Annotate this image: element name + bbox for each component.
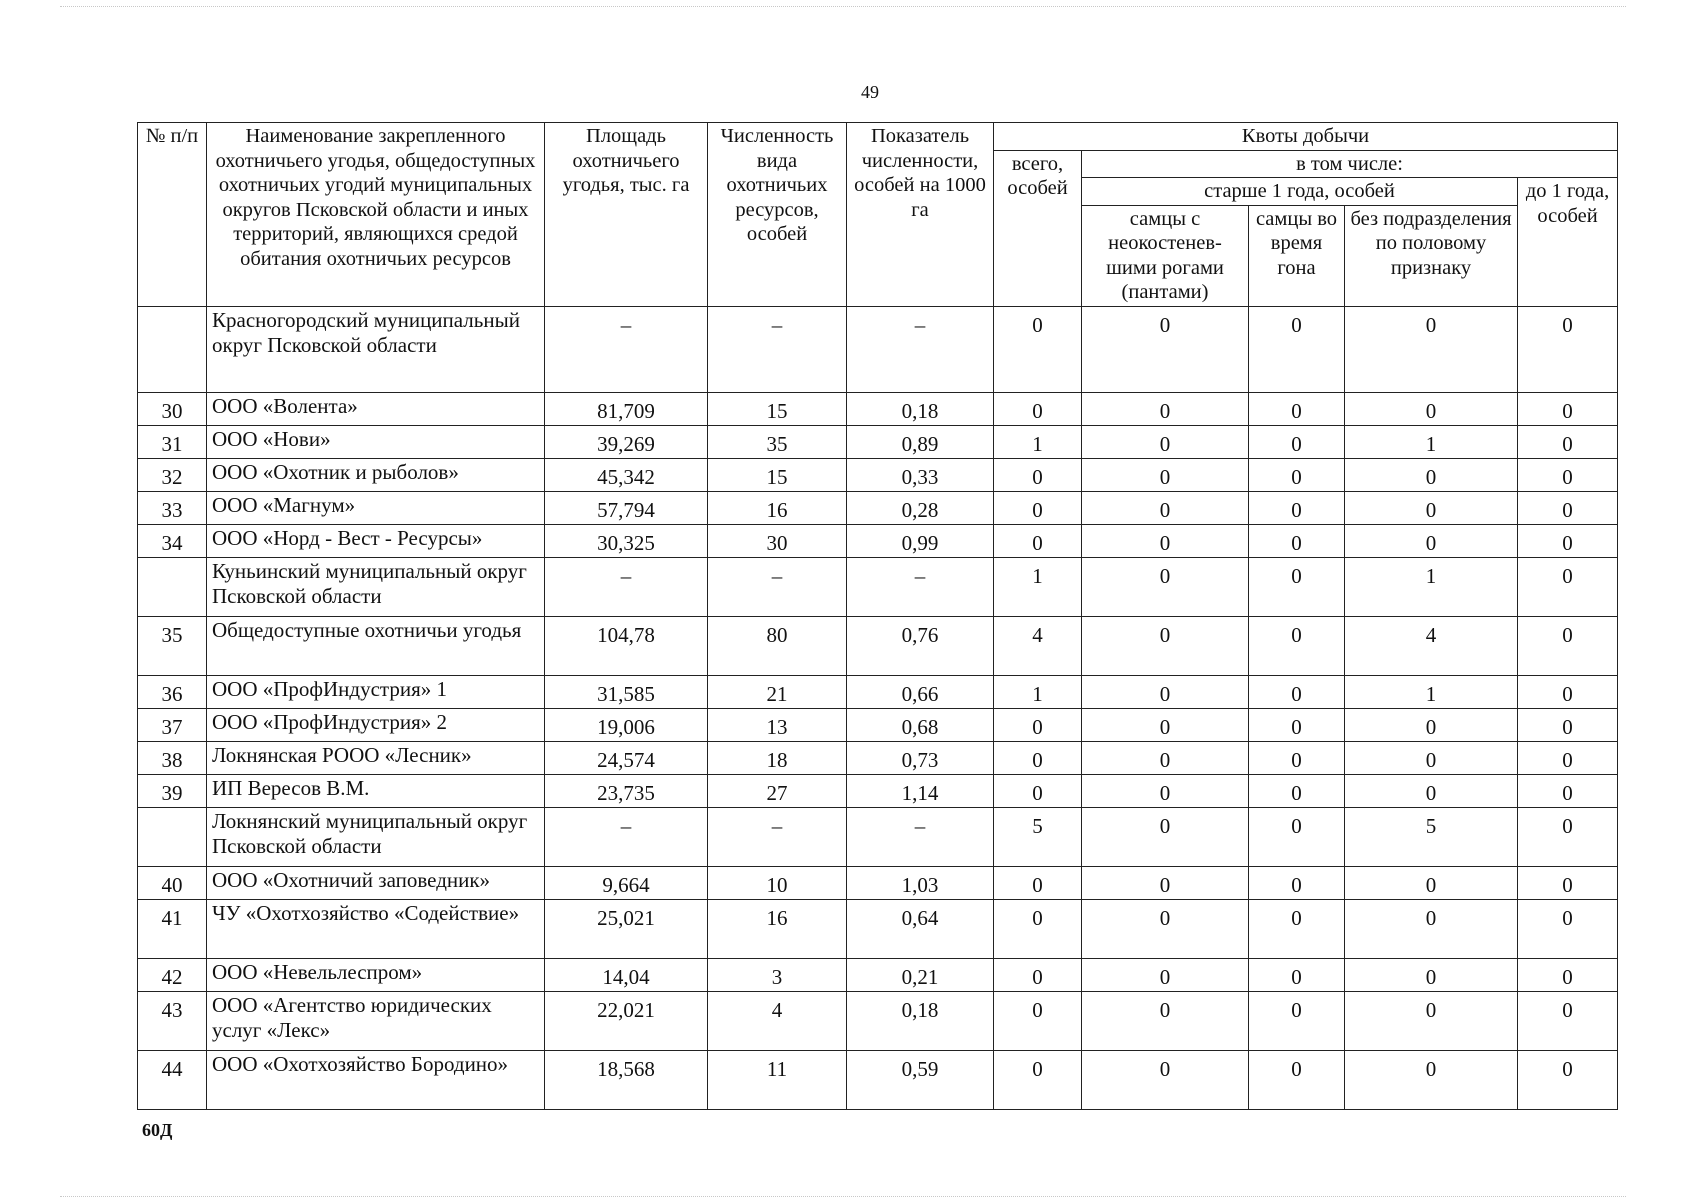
- cell-num: 33: [138, 491, 207, 524]
- cell-under1: 0: [1518, 991, 1618, 1050]
- cell-males-rut: 0: [1249, 866, 1345, 899]
- cell-name: Общедоступные охотничьи угодья: [207, 616, 545, 675]
- cell-no-sex: 0: [1345, 708, 1518, 741]
- cell-total: 5: [994, 807, 1082, 866]
- cell-count: –: [708, 557, 847, 616]
- cell-count: 27: [708, 774, 847, 807]
- cell-males-antlers: 0: [1082, 425, 1249, 458]
- cell-count: 15: [708, 458, 847, 491]
- cell-total: 0: [994, 899, 1082, 958]
- cell-count: –: [708, 306, 847, 392]
- table-header: [138, 123, 1618, 307]
- cell-males-rut: 0: [1249, 741, 1345, 774]
- cell-name: ООО «Агентство юридических услуг «Лекс»: [207, 991, 545, 1050]
- cell-density: 0,99: [847, 524, 994, 557]
- cell-under1: 0: [1518, 774, 1618, 807]
- cell-total: 0: [994, 524, 1082, 557]
- cell-no-sex: 5: [1345, 807, 1518, 866]
- cell-males-rut: 0: [1249, 774, 1345, 807]
- cell-num: 43: [138, 991, 207, 1050]
- table-row: [138, 491, 1618, 524]
- cell-num: [138, 306, 207, 392]
- table-row: [138, 392, 1618, 425]
- cell-males-antlers: 0: [1082, 774, 1249, 807]
- cell-count: 3: [708, 958, 847, 991]
- cell-no-sex: 0: [1345, 991, 1518, 1050]
- cell-num: 31: [138, 425, 207, 458]
- cell-males-rut: 0: [1249, 991, 1345, 1050]
- cell-name: ООО «ПрофИндустрия» 2: [207, 708, 545, 741]
- cell-under1: 0: [1518, 741, 1618, 774]
- cell-name: Локнянская РООО «Лесник»: [207, 741, 545, 774]
- cell-area: 39,269: [545, 425, 708, 458]
- cell-under1: 0: [1518, 425, 1618, 458]
- cell-area: 24,574: [545, 741, 708, 774]
- cell-count: 10: [708, 866, 847, 899]
- cell-area: –: [545, 306, 708, 392]
- cell-under1: 0: [1518, 807, 1618, 866]
- cell-no-sex: 4: [1345, 616, 1518, 675]
- page-number: 49: [861, 82, 879, 102]
- header-num: № п/п: [138, 123, 207, 307]
- cell-males-antlers: 0: [1082, 1050, 1249, 1109]
- cell-count: 13: [708, 708, 847, 741]
- table-row: [138, 899, 1618, 958]
- cell-no-sex: 0: [1345, 392, 1518, 425]
- table-row: [138, 675, 1618, 708]
- cell-area: 81,709: [545, 392, 708, 425]
- cell-density: 0,64: [847, 899, 994, 958]
- cell-count: 11: [708, 1050, 847, 1109]
- table-row: [138, 741, 1618, 774]
- cell-males-rut: 0: [1249, 708, 1345, 741]
- cell-total: 0: [994, 306, 1082, 392]
- cell-males-rut: 0: [1249, 425, 1345, 458]
- cell-males-antlers: 0: [1082, 866, 1249, 899]
- cell-total: 0: [994, 1050, 1082, 1109]
- cell-under1: 0: [1518, 392, 1618, 425]
- cell-name: ООО «Волента»: [207, 392, 545, 425]
- cell-under1: 0: [1518, 616, 1618, 675]
- cell-count: 16: [708, 899, 847, 958]
- cell-num: 42: [138, 958, 207, 991]
- cell-males-antlers: 0: [1082, 675, 1249, 708]
- cell-name: Куньинский муниципальный округ Псковской области: [207, 557, 545, 616]
- cell-density: 1,03: [847, 866, 994, 899]
- table-row: [138, 708, 1618, 741]
- cell-area: 31,585: [545, 675, 708, 708]
- cell-no-sex: 0: [1345, 774, 1518, 807]
- cell-density: 0,76: [847, 616, 994, 675]
- cell-males-antlers: 0: [1082, 899, 1249, 958]
- header-total: всего, особей: [994, 150, 1082, 306]
- cell-density: 0,33: [847, 458, 994, 491]
- cell-area: 22,021: [545, 991, 708, 1050]
- cell-males-antlers: 0: [1082, 741, 1249, 774]
- table-row: [138, 557, 1618, 616]
- cell-males-rut: 0: [1249, 557, 1345, 616]
- cell-no-sex: 1: [1345, 675, 1518, 708]
- header-males-antlers: самцы с неокостенев-шими рогами (пантами): [1082, 205, 1249, 306]
- table-row: [138, 306, 1618, 392]
- cell-under1: 0: [1518, 708, 1618, 741]
- cell-num: 30: [138, 392, 207, 425]
- cell-name: ООО «Охотхозяйство Бородино»: [207, 1050, 545, 1109]
- table-row: [138, 991, 1618, 1050]
- cell-males-rut: 0: [1249, 392, 1345, 425]
- header-under1: до 1 года, особей: [1518, 178, 1618, 307]
- cell-under1: 0: [1518, 524, 1618, 557]
- cell-males-rut: 0: [1249, 675, 1345, 708]
- cell-count: 35: [708, 425, 847, 458]
- cell-no-sex: 1: [1345, 557, 1518, 616]
- cell-name: ООО «Невельлеспром»: [207, 958, 545, 991]
- cell-males-rut: 0: [1249, 458, 1345, 491]
- cell-total: 1: [994, 425, 1082, 458]
- header-area: Площадь охотничьего угодья, тыс. га: [545, 123, 708, 307]
- cell-males-rut: 0: [1249, 958, 1345, 991]
- cell-density: 0,68: [847, 708, 994, 741]
- cell-count: 15: [708, 392, 847, 425]
- cell-num: 39: [138, 774, 207, 807]
- cell-num: 36: [138, 675, 207, 708]
- cell-area: 45,342: [545, 458, 708, 491]
- cell-no-sex: 0: [1345, 866, 1518, 899]
- header-including: в том числе:: [1082, 150, 1618, 178]
- cell-area: 18,568: [545, 1050, 708, 1109]
- cell-count: 4: [708, 991, 847, 1050]
- cell-area: –: [545, 807, 708, 866]
- cell-name: Локнянский муниципальный округ Псковской области: [207, 807, 545, 866]
- scan-edge-top: [60, 6, 1626, 8]
- cell-name: ООО «Норд - Вест - Ресурсы»: [207, 524, 545, 557]
- cell-total: 0: [994, 958, 1082, 991]
- cell-density: 0,89: [847, 425, 994, 458]
- table-row: [138, 524, 1618, 557]
- cell-under1: 0: [1518, 458, 1618, 491]
- table-row: [138, 616, 1618, 675]
- cell-name: ИП Вересов В.М.: [207, 774, 545, 807]
- cell-name: ООО «Магнум»: [207, 491, 545, 524]
- cell-total: 4: [994, 616, 1082, 675]
- cell-num: 37: [138, 708, 207, 741]
- cell-density: –: [847, 557, 994, 616]
- cell-density: –: [847, 807, 994, 866]
- cell-area: 14,04: [545, 958, 708, 991]
- quota-table: [137, 122, 1618, 1110]
- cell-count: 16: [708, 491, 847, 524]
- cell-males-antlers: 0: [1082, 807, 1249, 866]
- cell-total: 0: [994, 866, 1082, 899]
- cell-no-sex: 0: [1345, 458, 1518, 491]
- cell-num: 44: [138, 1050, 207, 1109]
- cell-total: 0: [994, 741, 1082, 774]
- cell-males-antlers: 0: [1082, 491, 1249, 524]
- cell-total: 0: [994, 392, 1082, 425]
- cell-num: 41: [138, 899, 207, 958]
- header-count: Численность вида охотничьих ресурсов, особей: [708, 123, 847, 307]
- cell-under1: 0: [1518, 306, 1618, 392]
- cell-area: 30,325: [545, 524, 708, 557]
- cell-males-antlers: 0: [1082, 991, 1249, 1050]
- cell-density: 0,66: [847, 675, 994, 708]
- cell-no-sex: 0: [1345, 958, 1518, 991]
- cell-no-sex: 1: [1345, 425, 1518, 458]
- cell-males-rut: 0: [1249, 306, 1345, 392]
- cell-area: –: [545, 557, 708, 616]
- cell-density: 1,14: [847, 774, 994, 807]
- cell-males-antlers: 0: [1082, 616, 1249, 675]
- header-older: старше 1 года, особей: [1082, 178, 1518, 206]
- cell-males-antlers: 0: [1082, 958, 1249, 991]
- cell-density: –: [847, 306, 994, 392]
- cell-males-antlers: 0: [1082, 458, 1249, 491]
- cell-density: 0,59: [847, 1050, 994, 1109]
- cell-name: Красногородский муниципальный округ Псковской области: [207, 306, 545, 392]
- cell-total: 1: [994, 557, 1082, 616]
- cell-total: 0: [994, 774, 1082, 807]
- cell-area: 9,664: [545, 866, 708, 899]
- cell-area: 57,794: [545, 491, 708, 524]
- cell-num: 32: [138, 458, 207, 491]
- cell-males-rut: 0: [1249, 1050, 1345, 1109]
- cell-name: ООО «Нови»: [207, 425, 545, 458]
- cell-num: 40: [138, 866, 207, 899]
- cell-name: ООО «Охотник и рыболов»: [207, 458, 545, 491]
- cell-under1: 0: [1518, 866, 1618, 899]
- header-density: Показатель численности, особей на 1000 га: [847, 123, 994, 307]
- table-row: [138, 958, 1618, 991]
- cell-density: 0,18: [847, 991, 994, 1050]
- cell-num: [138, 557, 207, 616]
- header-no-sex: без подразделения по половому признаку: [1345, 205, 1518, 306]
- cell-count: 80: [708, 616, 847, 675]
- cell-area: 25,021: [545, 899, 708, 958]
- cell-males-antlers: 0: [1082, 708, 1249, 741]
- cell-area: 19,006: [545, 708, 708, 741]
- cell-area: 23,735: [545, 774, 708, 807]
- scan-edge-bottom: [60, 1196, 1626, 1198]
- cell-males-antlers: 0: [1082, 557, 1249, 616]
- cell-count: 21: [708, 675, 847, 708]
- cell-name: ЧУ «Охотхозяйство «Содействие»: [207, 899, 545, 958]
- table-row: [138, 425, 1618, 458]
- cell-count: 18: [708, 741, 847, 774]
- cell-under1: 0: [1518, 557, 1618, 616]
- cell-num: 38: [138, 741, 207, 774]
- table-row: [138, 866, 1618, 899]
- footer-code: 60Д: [142, 1120, 173, 1140]
- table-body: [138, 306, 1618, 1109]
- cell-num: [138, 807, 207, 866]
- table-row: [138, 774, 1618, 807]
- cell-no-sex: 0: [1345, 524, 1518, 557]
- cell-total: 1: [994, 675, 1082, 708]
- cell-density: 0,73: [847, 741, 994, 774]
- table-row: [138, 458, 1618, 491]
- cell-name: ООО «ПрофИндустрия» 1: [207, 675, 545, 708]
- cell-no-sex: 0: [1345, 741, 1518, 774]
- cell-name: ООО «Охотничий заповедник»: [207, 866, 545, 899]
- cell-under1: 0: [1518, 675, 1618, 708]
- table-row: [138, 1050, 1618, 1109]
- cell-males-antlers: 0: [1082, 524, 1249, 557]
- cell-males-rut: 0: [1249, 616, 1345, 675]
- cell-density: 0,28: [847, 491, 994, 524]
- cell-males-rut: 0: [1249, 899, 1345, 958]
- header-name: Наименование закрепленного охотничьего угодья, общедоступных охотничьих угодий муниципальных округов Псковской области и иных территорий, являющихся средой обитания охотничьих ресурсов: [207, 123, 545, 307]
- header-males-rut: самцы во время гона: [1249, 205, 1345, 306]
- cell-count: 30: [708, 524, 847, 557]
- cell-area: 104,78: [545, 616, 708, 675]
- header-quotas: Квоты добычи: [994, 123, 1618, 151]
- cell-under1: 0: [1518, 491, 1618, 524]
- cell-no-sex: 0: [1345, 1050, 1518, 1109]
- cell-density: 0,18: [847, 392, 994, 425]
- cell-density: 0,21: [847, 958, 994, 991]
- cell-males-rut: 0: [1249, 491, 1345, 524]
- cell-under1: 0: [1518, 899, 1618, 958]
- cell-total: 0: [994, 491, 1082, 524]
- cell-no-sex: 0: [1345, 491, 1518, 524]
- cell-count: –: [708, 807, 847, 866]
- cell-males-rut: 0: [1249, 807, 1345, 866]
- cell-under1: 0: [1518, 1050, 1618, 1109]
- cell-males-antlers: 0: [1082, 306, 1249, 392]
- cell-num: 35: [138, 616, 207, 675]
- cell-no-sex: 0: [1345, 306, 1518, 392]
- table-row: [138, 807, 1618, 866]
- cell-num: 34: [138, 524, 207, 557]
- cell-no-sex: 0: [1345, 899, 1518, 958]
- cell-males-antlers: 0: [1082, 392, 1249, 425]
- cell-total: 0: [994, 991, 1082, 1050]
- cell-males-rut: 0: [1249, 524, 1345, 557]
- cell-under1: 0: [1518, 958, 1618, 991]
- cell-total: 0: [994, 708, 1082, 741]
- cell-total: 0: [994, 458, 1082, 491]
